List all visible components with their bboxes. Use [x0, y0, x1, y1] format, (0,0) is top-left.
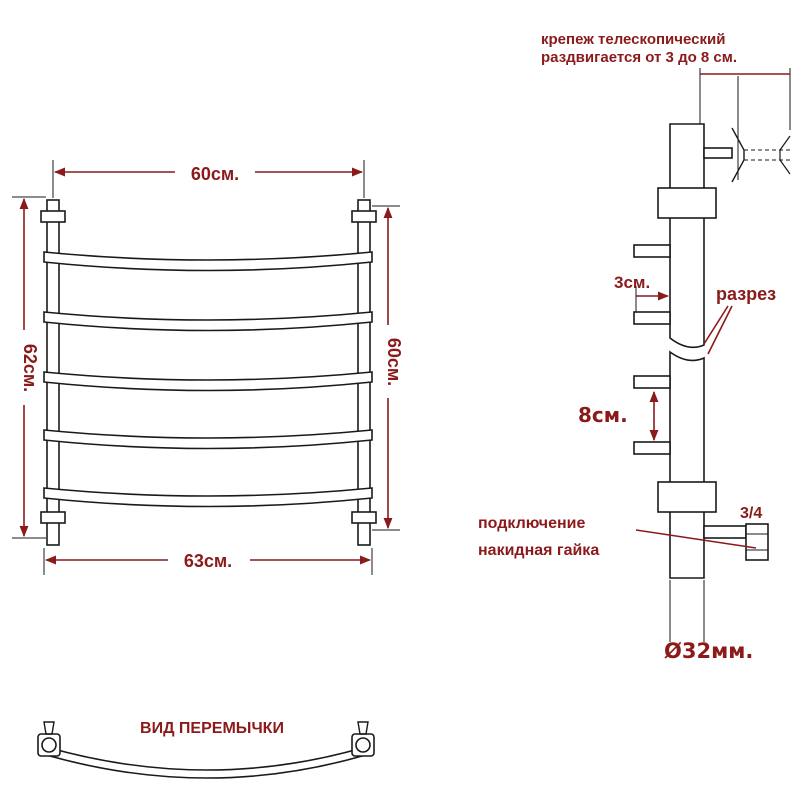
bridge-bar: [50, 748, 362, 778]
dim-offset-label: 3см.: [614, 273, 651, 292]
dim-bottom-label: 63см.: [183, 551, 233, 571]
lower-clamp: [658, 482, 716, 512]
stub-3: [634, 376, 670, 388]
rungs: [44, 252, 372, 507]
section-leader-2: [708, 306, 732, 354]
left-top-bracket: [41, 211, 65, 222]
right-top-bracket: [352, 211, 376, 222]
rung-4: [44, 430, 372, 449]
riser-lower: [670, 352, 704, 578]
bridge-right-fitting: [352, 722, 374, 756]
thread-size-label: 3/4: [740, 505, 763, 522]
connection-note-line1: подключение: [478, 515, 586, 532]
bridge-view-title: ВИД ПЕРЕМЫЧКИ: [140, 720, 284, 737]
telescopic-mount: [704, 128, 790, 182]
dim-right-label: 60см.: [384, 337, 404, 387]
stub-2: [634, 312, 670, 324]
right-bottom-bracket: [352, 512, 376, 523]
bridge-left-fitting: [38, 722, 60, 756]
diameter-label: Ø32мм.: [664, 639, 754, 663]
front-view: [12, 160, 404, 575]
bridge-view: [38, 720, 374, 778]
connection-note-line2: накидная гайка: [478, 542, 600, 559]
stub-4: [634, 442, 670, 454]
rung-5: [44, 488, 372, 507]
upper-clamp: [658, 188, 716, 218]
left-bottom-bracket: [41, 512, 65, 523]
riser-upper: [670, 124, 704, 347]
stub-1: [634, 245, 670, 257]
section-label: разрез: [716, 284, 777, 304]
rung-2: [44, 312, 372, 331]
rung-1: [44, 252, 372, 271]
rung-3: [44, 372, 372, 391]
mount-note-line1: крепеж телескопический: [541, 31, 726, 48]
dim-left-label: 62см.: [20, 343, 40, 393]
side-view: [478, 31, 790, 663]
dim-top-label: 60см.: [190, 164, 240, 184]
mount-note-line2: раздвигается от 3 до 8 см.: [541, 49, 738, 66]
dim-spacing-label: 8см.: [578, 403, 628, 427]
